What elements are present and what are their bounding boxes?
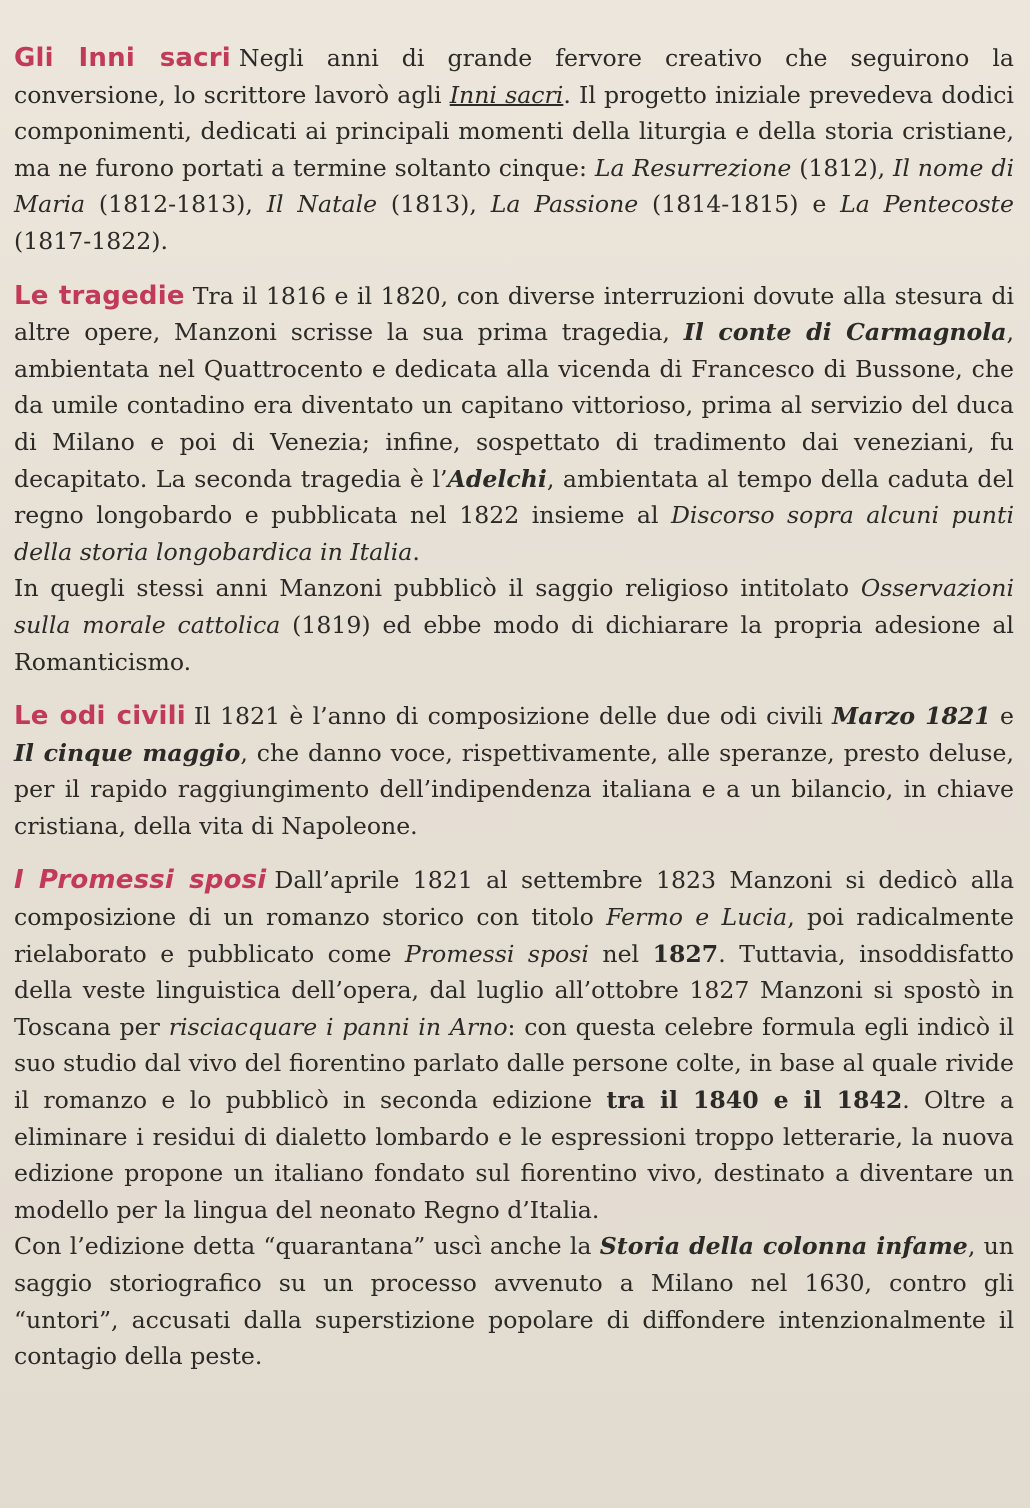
text-run: , ambientata nel Quattrocento e dedicata alla vicenda di Francesco di Bussone, che da umile contadino era diventato un capitano vittorioso, prima al servizio del duca di Milano e poi di Venezia; infine, sospettato di tradimento dai veneziani, fu decapitato. La seconda tragedia è l’	[14, 318, 1015, 493]
text-run: , che danno voce, rispettivamente, alle speranze, presto deluse, per il rapido raggiungimento dell’indipendenza italiana e a un bilancio, in chiave cristiana, della vita di Napoleone.	[14, 738, 1014, 840]
paragraph	[14, 862, 1014, 1228]
paragraph	[14, 40, 1014, 260]
paragraph-text	[14, 44, 1014, 255]
text-run: . Tuttavia, insoddisfatto della veste linguistica dell’opera, dal luglio all’ottobre 1827 Manzoni si spostò in Toscana per	[14, 939, 1014, 1041]
section-inni-sacri	[14, 40, 1014, 260]
section-tragedie	[14, 278, 1014, 681]
text-run: (1819) ed ebbe modo di dichiarare la propria adesione al Romanticismo.	[14, 610, 1014, 676]
paragraph	[14, 278, 1014, 571]
styled-text-run: La Pentecoste	[840, 190, 1014, 219]
styled-text-run: Adelchi	[447, 464, 547, 493]
section-heading: Gli Inni sacri	[14, 43, 231, 73]
section-heading: Le odi civili	[14, 701, 186, 732]
text-run: Tra il 1816 e il 1820, con diverse interruzioni dovute alla stesura di altre opere, Manzoni scrisse la sua prima tragedia,	[14, 281, 1014, 347]
paragraph-text	[14, 574, 1014, 675]
styled-text-run: Discorso sopra alcuni punti della storia longobardica in Italia	[14, 501, 1015, 566]
styled-text-run: risciacquare i panni in Arno	[168, 1012, 508, 1041]
text-run: (1812),	[791, 153, 894, 182]
paragraph-text	[14, 866, 1014, 1223]
text-run: In quegli stessi anni Manzoni pubblicò il saggio religioso intitolato	[14, 574, 861, 603]
paragraph	[14, 570, 1014, 680]
text-run: (1813),	[377, 190, 491, 219]
text-run: Dall’aprile 1821 al settembre 1823 Manzoni si dedicò alla composizione di un romanzo storico con titolo	[14, 866, 1015, 932]
text-run: . Oltre a eliminare i residui di dialetto lombardo e le espressioni troppo letterarie, la nuova edizione propone un italiano fondato sul fiorentino vivo, destinato a diventare un modello per la lingua del neonato Regno d’Italia.	[14, 1086, 1014, 1224]
text-run: Con l’edizione detta “quarantana” uscì anche la	[14, 1232, 600, 1261]
styled-text-run: Fermo e Lucia	[606, 903, 788, 932]
text-run: . Il progetto iniziale prevedeva dodici componimenti, dedicati ai principali momenti della liturgia e della storia cristiane, ma ne furono portati a termine soltanto cinque:	[14, 80, 1014, 182]
styled-text-run: La Resurrezione	[594, 153, 792, 182]
section-promessi-sposi	[14, 862, 1014, 1374]
text-run: (1812-1813),	[85, 190, 267, 219]
styled-text-run: Marzo 1821	[832, 702, 991, 731]
text-run: , un saggio storiografico su un processo avvenuto a Milano nel 1630, contro gli “untori”, accusati dalla superstizione popolare di diffondere intenzionalmente il contagio della peste.	[14, 1232, 1014, 1371]
styled-text-run: Il nome di Maria	[14, 153, 1014, 219]
styled-text-run: Il cinque maggio	[14, 738, 241, 767]
styled-text-run: Il conte di Carmagnola	[683, 318, 1007, 347]
paragraph	[14, 698, 1014, 844]
paragraph-text	[14, 282, 1014, 566]
paragraph	[14, 1228, 1014, 1374]
text-run: , ambientata al tempo della caduta del regno longobardo e pubblicata nel 1822 insieme al	[14, 464, 1014, 530]
styled-text-run: Inni sacri	[449, 80, 564, 109]
text-run: nel	[588, 939, 653, 968]
text-run: (1817-1822).	[14, 226, 168, 255]
styled-text-run: tra il 1840 e il 1842	[606, 1086, 903, 1115]
styled-text-run: Osservazioni sulla morale cattolica	[14, 574, 1014, 639]
text-run: Il 1821 è l’anno di composizione delle due odi civili	[193, 702, 833, 731]
styled-text-run: Promessi sposi	[404, 939, 589, 968]
styled-text-run: Storia della colonna infame	[599, 1232, 968, 1261]
styled-text-run: 1827	[652, 939, 719, 968]
styled-text-run: Il Natale	[266, 190, 378, 219]
paragraph-text	[14, 1232, 1014, 1370]
section-heading: Le tragedie	[14, 280, 185, 311]
styled-text-run: La Passione	[490, 190, 639, 219]
text-run: Negli anni di grande fervore creativo che seguirono la conversione, lo scrittore lavorò agli	[14, 44, 1014, 109]
text-run: : con questa celebre formula egli indicò il suo studio dal vivo del fiorentino parlato dalle persone colte, in base al quale rivide il romanzo e lo pubblicò in seconda edizione	[14, 1012, 1014, 1115]
text-run: (1814-1815) e	[638, 190, 841, 219]
section-heading: I Promessi sposi	[14, 865, 267, 896]
textbook-page	[14, 40, 1014, 1393]
section-odi-civili	[14, 698, 1014, 844]
text-run: .	[412, 537, 420, 566]
text-run: , poi radicalmente rielaborato e pubblicato come	[14, 903, 1014, 968]
text-run: e	[990, 702, 1015, 731]
